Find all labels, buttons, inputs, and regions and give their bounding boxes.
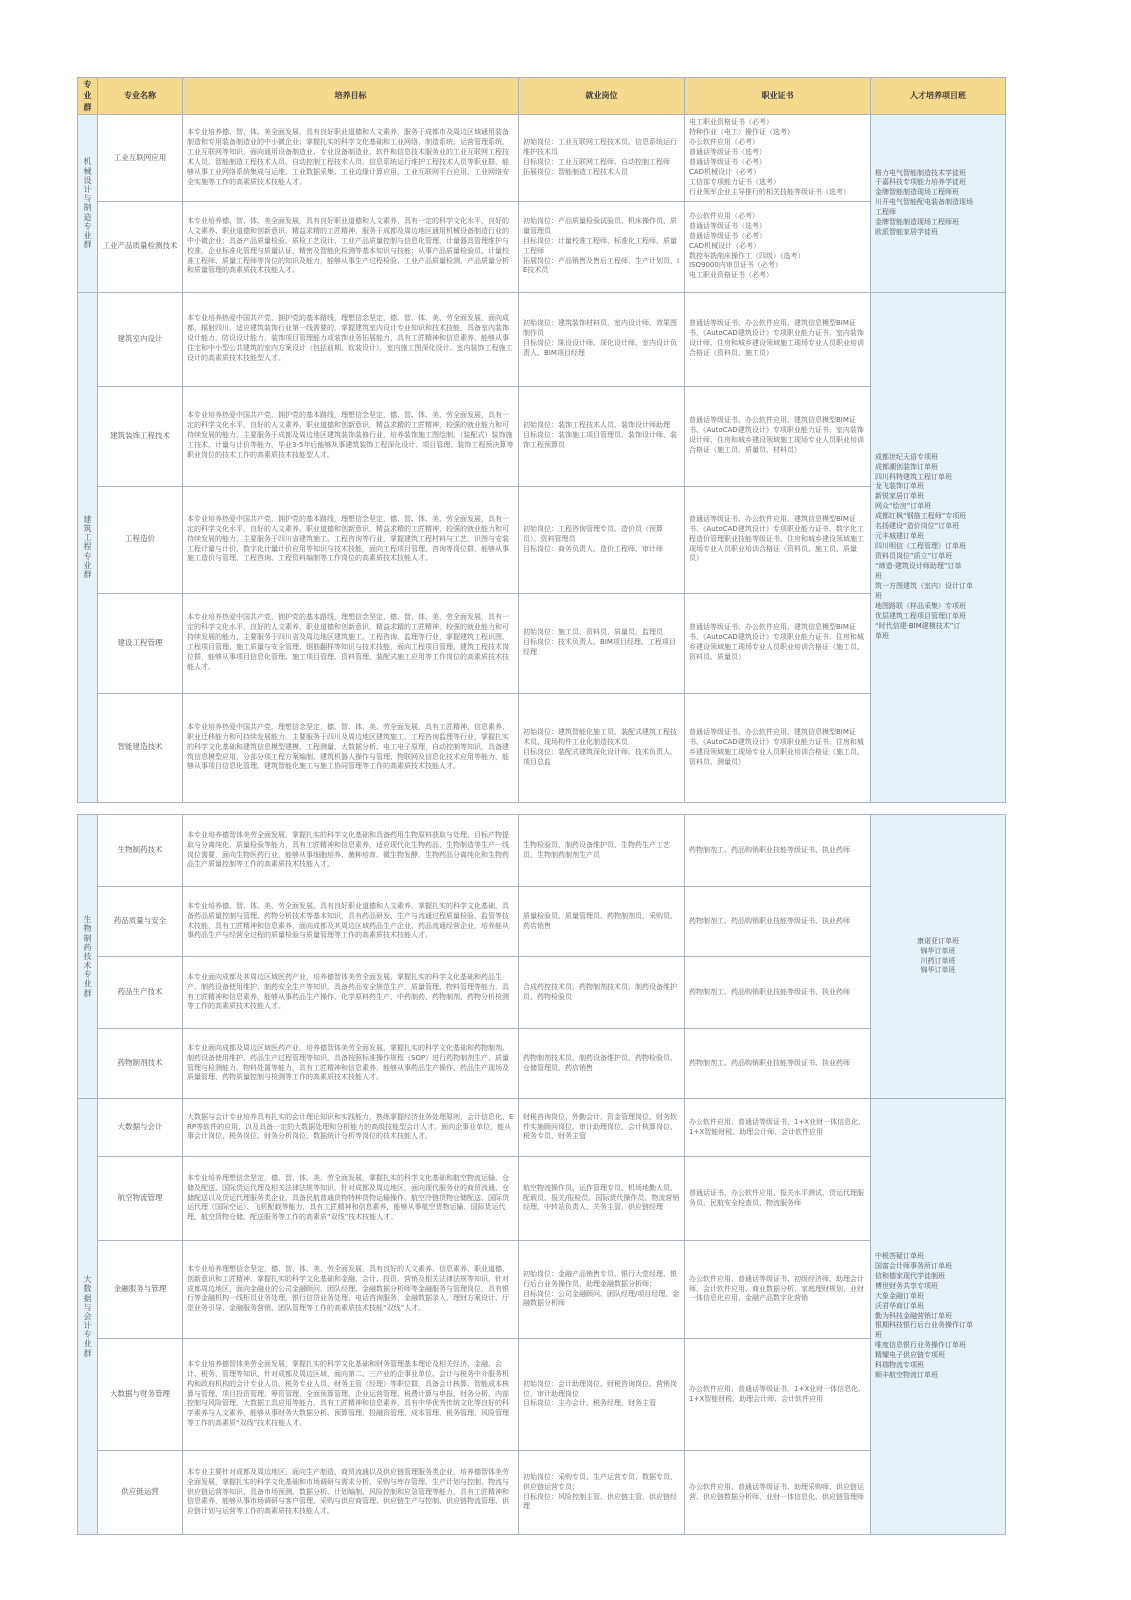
project-class-item: 班	[875, 571, 882, 580]
header-certificates: 职业证书	[685, 78, 871, 115]
certificates	[685, 201, 871, 292]
header-project-class: 人才培养项目班	[871, 78, 1006, 115]
certificate-item: 普通话等级证书（必考）	[689, 231, 766, 240]
job-positions: 初始岗位：工程咨询管理专员、造价员（预算员）、资料管理员 目标岗位：商务负责人、造价工程师、审计师	[519, 486, 685, 593]
project-class-item: 金牌智能制造现场工程师班	[875, 218, 959, 227]
major-name: 航空物流管理	[98, 1157, 183, 1241]
major-name: 建设工程管理	[98, 593, 183, 693]
project-class-item: 龙飞装饰订单班	[875, 482, 924, 491]
project-class-item: 新锐家居订单班	[875, 492, 924, 501]
project-class-item: 国富会计师事务所订单班	[875, 1261, 952, 1270]
certificate-item: 普通话等级证书（必考）	[689, 157, 766, 166]
job-positions: 质量检验员、质量管理员、药物制剂员、采购员、药店销售	[519, 887, 685, 957]
job-positions: 初始岗位：工业互联网工程技术员、信息系统运行维护技术员 目标岗位：工业互联网工程师、自动控制工程师 拓展岗位：智能制造工程技术人员	[519, 115, 685, 202]
certificates: 药物制剂工、药品购销职业技能等级证书、执业药师	[685, 1029, 871, 1099]
project-class-item: 成都潮创装饰订单班	[875, 462, 938, 471]
major-group-name: 机械设计与制造专业群	[83, 157, 92, 250]
major-table-1	[77, 77, 1006, 803]
certificates: 办公软件应用、普通话等级证书、助理采购师、供应链运营、供应链数据分析师、业财一体信息化、供应链管理师	[685, 1451, 871, 1535]
project-class-item: 班	[875, 591, 882, 600]
major-name: 建筑室内设计	[98, 292, 183, 386]
certificate-item: 电工职业资格证书（必考）	[689, 271, 773, 280]
major-name: 药品生产技术	[98, 957, 183, 1029]
training-goal: 本专业面向成都及周边区域医药产业，培养德智体美劳全面发展，掌握扎实的科学文化基础和药物制剂、制药设备使用维护、药品生产过程管理等知识，具备按照标准操作规程（SOP）进行药物制剂生产、质量管理与检测能力、物料处置等能力，具有工匠精神和信息素养，能够从事药品生产操作、药品生产现场及质量管理、药物质量控制与检测等工作的高素质技术技能人才。	[183, 1029, 519, 1099]
project-class-item: 唯度信息银行业务操作订单班	[875, 1341, 966, 1350]
certificates: 办公软件应用、普通话等级证书、1+X业财一体信息化、1+X智能财税、助理会计师、会计软件应用	[685, 1099, 871, 1157]
project-class-item: 筑一方图建筑（室内）设计订单	[875, 581, 973, 590]
project-class-item: 博世财务共享专项班	[875, 1281, 938, 1290]
table-row	[78, 1451, 1006, 1535]
job-positions: 财税咨询岗位、外勤会计、资金管理岗位、财务软件实施顾问岗位、审计助理岗位、会计核算岗位、税务专员、财务主管	[519, 1099, 685, 1157]
certificates: 普通话等级证书、办公软件应用、建筑信息模型BIM证书、《AutoCAD建筑设计》专项职业能力证书、室内装饰设计师、住房和城乡建设领域施工现场专业人员职业培训合格证（施工员、质量员、材料员）	[685, 386, 871, 486]
table-row	[78, 1099, 1006, 1157]
certificate-item: 办公软件应用（必考）	[689, 137, 759, 146]
table-row	[78, 593, 1006, 693]
project-class-item: 金牌智能制造现场工程师班	[875, 188, 959, 197]
project-class-item: 锦华订单班	[920, 946, 956, 955]
training-goal: 本专业培养德、智、体、美全面发展，具有良好职业道德和人文素养，服务于成都市及周边区域通用装备制造和专用装备制造业的中小微企业；掌握扎实的科学文化基础和工业网络、制造系统、运营管理系统、工业互联网等知识，面向通用设备制造业、专业设备制造业、软件和信息技术服务业的工业互联网工程技术人员、智能制造工程技术人员、自动控制工程技术人员、信息系统运行维护工程技术人员等职业群，能够从事工业网络系统集成与运维、工业数据采集、工业边缘计算应用、工业互联网平台应用、工业网络安全实施等工作的高素质技术技能人才。	[183, 115, 519, 202]
major-name: 药物制剂技术	[98, 1029, 183, 1099]
project-class-item: 川药订单班	[920, 956, 956, 965]
header-group: 专业群	[78, 78, 98, 115]
project-class-item: “缔造·建筑设计师助理”订单	[875, 561, 962, 570]
certificate-item: 办公软件应用（必考）	[689, 211, 759, 220]
certificates	[685, 115, 871, 202]
header-training-goal: 培养目标	[183, 78, 519, 115]
project-class-item: 勤为科技金融营销订单班	[875, 1311, 952, 1320]
project-class-item: 欧派智能家居学徒班	[875, 228, 938, 237]
certificate-item: CAD机械设计（必考）	[689, 167, 761, 176]
project-class-item: 班	[875, 1331, 882, 1340]
major-name: 工程造价	[98, 486, 183, 593]
certificate-item: 普通话等级证书（选考）	[689, 147, 766, 156]
project-class-cell	[871, 292, 1006, 802]
project-class-item: 工程师	[875, 208, 896, 217]
certificates: 普通话等级证书、办公软件应用、建筑信息模型BIM证书、《AutoCAD建筑设计》专项职业能力证书、数字化工程造价管理职业技能等级证书、住房和城乡建设领域施工现场专业人员职业培训合格证（资料员、施工员、质量员）	[685, 486, 871, 593]
certificates: 药物制剂工、药品购销职业技能等级证书、执业药师	[685, 957, 871, 1029]
major-name: 工业产品质量检测技术	[98, 201, 183, 292]
certificates: 药物制剂工、药品购销职业技能等级证书、执业药师	[685, 815, 871, 887]
project-class-item: 川开电气智能配电装备制造现场	[875, 198, 973, 207]
training-goal: 本专业培养热爱中国共产党、拥护党的基本路线，理想信念坚定，德、智、体、美、劳全面发展，具有一定的科学文化水平，良好的人文素养、职业道德和创新意识，精益求精的工匠精神，较强的就业能力和可持续发展的能力，主要服务于四川省及周边地区建筑施工、工程咨询、监理等行业，掌握建筑工程识图、工程项目管理、施工质量与安全管理、钢筋翻样等知识与技术技能，面向工程项目管理、建筑工程技术岗位群，能够从事项目信息化管理、施工项目管理、资料管理、装配式施工应用等工作岗位的高素质技术技能人才。	[183, 593, 519, 693]
major-name: 生物制药技术	[98, 815, 183, 887]
certificate-item: CAD机械设计（必考）	[689, 241, 761, 250]
certificates: 普通话等级证书、办公软件应用、建筑信息模型BIM证书、《AutoCAD建筑设计》专项职业能力证书、住房和城乡建设领域施工现场专业人员职业培训合格证（施工员、资料员、测量员）	[685, 693, 871, 802]
job-positions: 生物检验员、制药设备维护员、生物药生产工艺员、生物制药制剂生产员	[519, 815, 685, 887]
table-row	[78, 115, 1006, 202]
major-name: 大数据与财务管理	[98, 1339, 183, 1451]
table-row	[78, 386, 1006, 486]
major-group-name: 建筑工程专业群	[83, 514, 92, 580]
table-row	[78, 693, 1006, 802]
major-group-cell	[78, 292, 98, 802]
training-goal: 本专业培养热爱中国共产党、理想信念坚定，德、智、体、美、劳全面发展，具有工匠精神、信息素养、职业迁移能力和可持续发展能力。主要服务于四川及周边地区建筑施工、工程咨询监理等行业，掌握扎实的科学文化基础和建筑信息模型建模、工程测量、大数据分析、电工电子原理，自动控制等知识，具备建筑信息模型应用、分部分项工程方案编制、建筑机器人操作与管理、物联网及信息化技术应用等能力，能够从事项目信息化管理、建筑智能化施工与施工协同管理等工作的高素质技术技能人才。	[183, 693, 519, 802]
project-class-item: 康诺亚订单班	[917, 936, 959, 945]
major-table-2	[77, 814, 1006, 1535]
major-name: 建筑装饰工程技术	[98, 386, 183, 486]
table-row	[78, 1029, 1006, 1099]
certificates: 普通话证书、办公软件应用、报关水平测试、货运代理服务员、民航安全检查员、物流服务师	[685, 1157, 871, 1241]
training-goal: 本专业主要针对成都及周边地区，面向生产制造、商贸流通以及供应链管理服务类企业，培养德智体美劳全面发展，掌握扎实的科学文化基础和市场调研与需求分析、采购与库存管理、生产计划与控制、物流与供应链运营等知识，具备市场预测、数据分析、计划编制、风险控制和应急管理等能力，具有工匠精神和信息素养，能够从事市场调研与客户管理、采购与供应商管理、供应链生产与控制、供应链物流管理、供应链计划与运营等工作的高素质技术技能人才。	[183, 1451, 519, 1535]
training-goal: 本专业培养热爱中国共产党、拥护党的基本路线，理想信念坚定，德、智、体、美、劳全面发展，具有一定的科学文化水平，良好的人文素养、职业道德和创新意识，精益求精的工匠精神，较强的就业能力和可持续发展的能力，主要服务于四川省建筑施工、工程咨询等行业，掌握建筑工程材料与工艺、识图与安装工程计量与计价、数字化计量计价应用等知识与技术技能，面向工程项目管理、咨询等岗位群，能够从事施工造价与管理、工程咨询、工程资料编制等工作岗位的高素质技术技能人才。	[183, 486, 519, 593]
job-positions: 初始岗位：采购专员、生产运营专员、数据专员、供应链运营专员； 目标岗位：风险控制主管、供应链主管、供应链经理	[519, 1451, 685, 1535]
major-name: 工业互联网应用	[98, 115, 183, 202]
major-group-cell	[78, 115, 98, 293]
major-group-cell	[78, 815, 98, 1099]
major-group-cell	[78, 1099, 98, 1535]
major-name: 供应链运营	[98, 1451, 183, 1535]
training-goal: 本专业培养热爱中国共产党、拥护党的基本路线，理想信念坚定，德、智、体、美、劳全面发展，具有一定的科学文化水平，良好的人文素养、职业道德和创新意识，精益求精的工匠精神，较强的就业能力和可持续发展的能力，主要服务于成都及周边地区建筑装饰装修行业，培养装饰施工图绘制、（装配式）装饰施工技术、计量与计价等能力，毕业3-5年后能够从事建筑装饰工程深化设计、项目管理、装饰工程预决算等职业岗位的技术工作的高素质技术技能型人才。	[183, 386, 519, 486]
major-name: 大数据与会计	[98, 1099, 183, 1157]
major-name: 智能建造技术	[98, 693, 183, 802]
table-header-row	[78, 78, 1006, 115]
project-class-item: 大象金融订单班	[875, 1291, 924, 1300]
project-class-cell	[871, 1099, 1006, 1535]
table-row	[78, 201, 1006, 292]
training-goal: 本专业培养德智体美劳全面发展，掌握扎实的科学文化基础和财务管理基本理论及相关经济、金融、会计、税务、管理等知识，针对成都及周边区域，面向第二、三产业的企事业单位、会计与税务中介服务机构和政府机构的会计专业人员、税务专业人员、财务主管（经理）等职位群，具备会计核算、智能成本核算与管理、项目投资管理、筹资管理、全面预算管理、企业运营管理、税费计算与申报、财务分析、内部控制与风险管理、大数据工具应用等能力，具有工匠精神和信息素养，具有中华优秀传统文化等良好的科学素养与人文素养，能够从事财务大数据分析、预算管理、投融资管理、成本管理、税务管理、风险管理等工作的高素质“双线”技术技能人才。	[183, 1339, 519, 1451]
project-class-item: 地图路联（样品采集）专项班	[875, 601, 966, 610]
major-group-name: 生物制药技术专业群	[83, 915, 92, 998]
project-class-item: 名扬建设“造价岗位”订单班	[875, 522, 960, 531]
project-class-item: 优层建筑工程项目管理订单班	[875, 611, 966, 620]
project-class-item: 单班	[875, 631, 889, 640]
job-positions: 航空物流操作员、运作管理专员、机场地勤人员、配载员、报关/报检员、国际货代操作员、物流营销经理、中转站负责人、关务主管、供应链经理	[519, 1157, 685, 1241]
project-class-item: 成都红枫“钢筋工程师”专项班	[875, 512, 967, 521]
job-positions: 初始岗位：施工员、资料员、质量员、监理员 目标岗位：技术负责人、BIM项目经理、工程项目经理	[519, 593, 685, 693]
job-positions: 合成药控技术员、药物制剂技术员、制药设备维护员、药物检验员	[519, 957, 685, 1029]
project-class-item: 网众“绘房”订单班	[875, 502, 932, 511]
table-row	[78, 887, 1006, 957]
project-class-item: 成都世纪天语专项班	[875, 452, 938, 461]
certificate-item: 普通话等级证书（选考）	[689, 221, 766, 230]
certificates: 办公软件应用、普通话等级证书、初级经济师、助理会计师、会计软件应用、商业数据分析、家庭理财规划、业财一体信息化应用、金融产品数字化营销	[685, 1241, 871, 1339]
certificate-item: 行业领军企业主导推行的相关技能等级证书（选考）	[689, 187, 850, 196]
table-row	[78, 292, 1006, 386]
major-group-name: 大数据与会计专业群	[83, 1275, 92, 1358]
job-positions: 药物制剂技术员、制药设备维护员、药物检验员、仓储管理员、药店销售	[519, 1029, 685, 1099]
training-goal: 本专业培养德、智、体、美全面发展，具有良好职业道德和人文素养，具有一定的科学文化水平、良好的人文素养、职业道德和创新意识、精益求精的工匠精神，服务于成都及周边地区通用机械设备制造行业的中小微企业；具备产品质量检验、质检工艺设计、工业产品质量控制与信息化管理、计量器具管理维护与校准、企业标准化管理与质量认证、精密及智能化检测等基本知识与技能；从事产品质量检验员、计量校准工程师、质量工程师等岗位的知识及能力，能够从事生产过程检验、工业产品质量检测、产品质量分析和质量管理的高素质技术技能人才。	[183, 201, 519, 292]
project-class-item: 千嘉科技专项能力培养学徒班	[875, 178, 966, 187]
job-positions: 初始岗位：金融产品销售专员、银行大堂经理、银行后台业务操作员、助理金融数据分析师； 目标岗位：公司金融顾问、团队经理/项目经理、金融数据分析师	[519, 1241, 685, 1339]
certificate-item: 特种作业（电工）操作证（选考）	[689, 128, 794, 137]
certificate-item: 工信部专项能力证书（选考）	[689, 177, 780, 186]
project-class-item: 锦华订单班	[920, 966, 956, 975]
job-positions: 初始岗位：会计助理岗位、财税咨询岗位、营销岗位、审计助理岗位 目标岗位：主办会计、税务经理、财务主管	[519, 1339, 685, 1451]
project-class-cell	[871, 815, 1006, 1099]
project-class-item: 科瑞物流专项班	[875, 1361, 924, 1370]
project-class-item: 四川明信（工程管理）订单班	[875, 542, 966, 551]
header-jobs: 就业岗位	[519, 78, 685, 115]
training-goal: 大数据与会计专业培养具有扎实的会计理论知识和实践能力，熟练掌握经济业务处理原则、会计信息化、ERP等软件的应用，以及具备一定的大数据处理和分析能力的高级技能型会计人才。面向企事业单位，能从事会计岗位、税务岗位、财务分析岗位、数据统计分析等岗位的技术技能人才。	[183, 1099, 519, 1157]
project-class-item: 信和德家现代学徒制班	[875, 1271, 945, 1280]
certificates: 普通话等级证书、办公软件应用、建筑信息模型BIM证书、《AutoCAD建筑设计》专项职业能力证书、室内装饰设计师、住房和城乡建设领域施工现场专业人员职业培训合格证（资料员、施工员）	[685, 292, 871, 386]
certificate-item: 数控车铣削床操作工（四级）（选考）	[689, 251, 805, 260]
project-class-item: 格力电气智能制造技术学徒班	[875, 168, 966, 177]
project-class-item: 银期科技银行后台业务操作订单	[875, 1321, 973, 1330]
project-class-item: 中税答疑订单班	[875, 1251, 924, 1260]
job-positions: 初始岗位：装饰工程技术人员、装饰设计师助理 目标岗位：装饰施工项目管理员、装饰设计师、装饰工程预算员	[519, 386, 685, 486]
project-class-item: 资料员岗位“质立”订单班	[875, 552, 953, 561]
certificates: 药物制剂工、药品购销职业技能等级证书、执业药师	[685, 887, 871, 957]
table-row	[78, 815, 1006, 887]
project-class-item: 精耀电子供应链专项班	[875, 1351, 945, 1360]
project-class-item: 沃君华商订单班	[875, 1301, 924, 1310]
job-positions: 初始岗位：产品质量检验试验员、机床操作员、质量管理员 目标岗位：计量校准工程师、标准化工程师、质量工程师 拓展岗位：产品销售及售后工程师、生产计划员、IE技术员	[519, 201, 685, 292]
project-class-item: 四川科特建筑工程订单班	[875, 472, 952, 481]
job-positions: 初始岗位：建筑智能化施工员、装配式建筑工程技术员、现场构件工业化制造技术员 目标岗位：装配式建筑深化设计师、技术负责人、项目总监	[519, 693, 685, 802]
job-positions: 初始岗位：建筑装饰材料员、室内设计师、效果图制作员 目标岗位：陈设设计师、深化设计师、室内设计负责人、BIM项目经理	[519, 292, 685, 386]
table-row	[78, 957, 1006, 1029]
table-row	[78, 1241, 1006, 1339]
certificate-item: ISO9000内审员证书（必考）	[689, 261, 782, 270]
table-row	[78, 486, 1006, 593]
table-row	[78, 1157, 1006, 1241]
training-goal: 本专业培养理想信念坚定，德、智、体、美、劳全面发展，掌握扎实的科学文化基础和航空物流运输、仓储及配送、国际货运代理及相关法律法规等知识，针对成都及周边地区，面向现代服务业的商贸流通、仓储配送以及货运代理服务类企业，具备民航普通货物特种货物运输操作、航空冷链货物仓储配送、国际货运代理（国际空运）、飞机配载等能力，具有工匠精神和信息素养，能够从事航空货物运输、国际货运代理、航空货物仓储、配送服务等工作的高素质“双线”技术技能人才。	[183, 1157, 519, 1241]
training-goal: 本专业培养德、智、体、美、劳全面发展，具有良好职业道德和人文素养，掌握扎实的科学文化基础，具备药品质量控制与管理、药物分析技术等基本知识，具有药品研发、生产与流通过程质量检验、监管等技术技能，具有工匠精神和信息素养，面向成都及其周边区域药品生产企业、药品流通经营企业，培养能从事药品生产与经营全过程的质量检验与质量管理等工作的高素质技术技能人才。	[183, 887, 519, 957]
training-goal: 本专业面向成都及其周边区域医药产业，培养德智体美劳全面发展，掌握扎实的科学文化基础和药品生产、制药设备使用维护、制药安全生产等知识，具备药品安全规范生产、质量管理、物料管理等能力，具有工匠精神和信息素养，能够从事药品生产操作、化学原料药生产、中药制药、药物制剂、药物分析检测等工作的高素质技术技能人才。	[183, 957, 519, 1029]
project-class-item: “时代信建·BIM建模技术”订	[875, 621, 961, 630]
training-goal: 本专业培养德智体美劳全面发展，掌握扎实的科学文化基础和具备药用生物原料获取与处理、目标产物提取与分离纯化、质量检验等能力，具有工匠精神和信息素养，适应现代化生物药品、生物制造等生产一线岗位需要，面向生物医药行业，能够从事细胞培养、菌种培育、微生物发酵、生物药品分离纯化和生物药品生产质量控制等工作的高素质技术技能人才。	[183, 815, 519, 887]
certificates: 普通话等级证书、办公软件应用、建筑信息模型BIM证书、《AutoCAD建筑设计》专项职业能力证书、住房和城乡建设领域施工现场专业人员职业培训合格证（施工员、资料员、质量员）	[685, 593, 871, 693]
project-class-item: 元丰城建订单班	[875, 532, 924, 541]
training-goal: 本专业培养理想信念坚定，德、智、体、美、劳全面发展，具有良好的人文素养、信息素养、职业道德、创新意识和工匠精神，掌握扎实的科学文化基础和金融、会计、投资、营销及相关法律法规等知识，针对成都周边地区，面向金融业的公司金融顾问、团队经理、金融数据分析师等金融服务与管理岗位，具有银行等金融机构一线柜员业务处理，银行信贷业务处理、电话咨询服务、金融数据录入、理财方案设计、厅堂业务引导、金融服务营销、团队管理等工作的高素质技术技能“双线”人才。	[183, 1241, 519, 1339]
training-goal: 本专业培养热爱中国共产党、拥护党的基本路线，理想信念坚定，德、智、体、美、劳全面发展，面向成都，辐射四川，适应建筑装饰行业第一线需要的，掌握建筑室内设计专业知识和技术技能，具备室内装饰设计能力，防设设计能力，装饰项目管理能力或装饰业务拓展能力，具有工匠精神和信息素养，能够从事住宅和中小型公共建筑的室内方案设计（包括前期、软装设计），室内施工图深化设计、室内装饰工程施工设计的高素质技术技能型人才。	[183, 292, 519, 386]
table-row	[78, 1339, 1006, 1451]
project-class-item: 顺丰航空物流订单班	[875, 1371, 938, 1380]
project-class-cell	[871, 115, 1006, 293]
major-name: 金融服务与管理	[98, 1241, 183, 1339]
certificate-item: 电工职业资格证书（必考）	[689, 118, 773, 127]
certificates: 办公软件应用、普通话等级证书、1+X业财一体信息化、1+X智能财税、助理会计师、会计软件应用	[685, 1339, 871, 1451]
major-name: 药品质量与安全	[98, 887, 183, 957]
header-major-name: 专业名称	[98, 78, 183, 115]
